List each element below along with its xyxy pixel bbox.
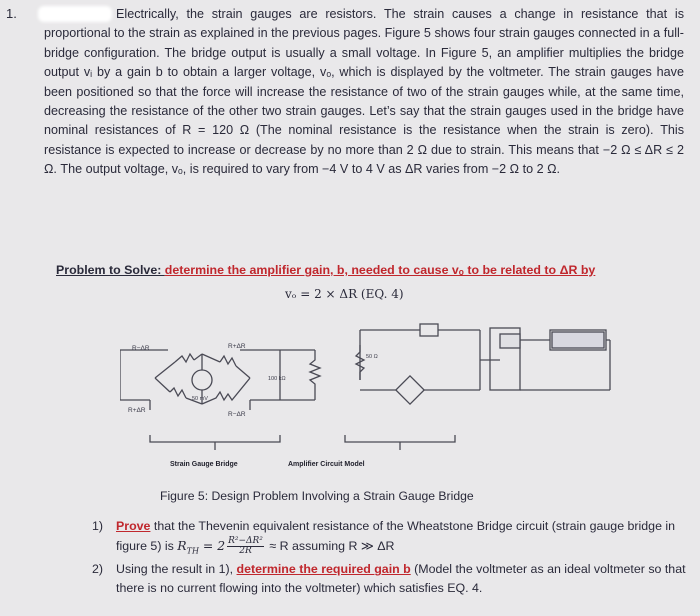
figure-5-circuit bbox=[120, 310, 620, 490]
prove-keyword: Prove bbox=[116, 519, 151, 533]
item-2-highlight: determine the required gain b bbox=[236, 562, 411, 577]
problem-statement bbox=[56, 263, 595, 277]
list-item bbox=[92, 560, 692, 598]
equation-4: vₒ = 2 × ΔR (EQ. 4) bbox=[285, 287, 404, 301]
figure-caption: Figure 5: Design Problem Involving a Strain Gauge Bridge bbox=[160, 489, 474, 503]
fraction-denominator: 2R bbox=[239, 546, 252, 557]
item-1-text: that the Thevenin equivalent resistance of the Wheatstone Bridge circuit (strain gauge bridge in figure 5) is bbox=[116, 519, 676, 553]
rth-subscript: TH bbox=[186, 546, 199, 556]
list-number: 1) bbox=[92, 519, 104, 533]
label-strain-gauge-bridge: Strain Gauge Bridge bbox=[170, 461, 238, 468]
task-list bbox=[92, 517, 692, 598]
label-source: 50 mV bbox=[192, 396, 208, 402]
label-50-ohm: 50 Ω bbox=[366, 354, 378, 360]
label-amplifier-circuit-model: Amplifier Circuit Model bbox=[288, 461, 365, 468]
item-2-text: Using the result in 1), bbox=[116, 562, 237, 577]
list-item bbox=[92, 517, 692, 560]
label-r-plus-dr-top: R+ΔR bbox=[228, 343, 246, 350]
item-number: 1. bbox=[6, 6, 17, 21]
rth-symbol: R bbox=[177, 538, 187, 553]
rth-fraction bbox=[227, 537, 264, 556]
fraction-numerator: R²−ΔR² bbox=[228, 536, 263, 547]
label-r-minus-dr-top: R−ΔR bbox=[132, 345, 150, 352]
list-number: 2) bbox=[92, 562, 104, 577]
label-r-minus-dr-bottom: R−ΔR bbox=[228, 411, 246, 418]
label-r-plus-dr-bottom: R+ΔR bbox=[128, 407, 146, 414]
item-2-rest: (Model the voltmeter as an ideal voltmeter so that there is no current flowing into the voltmeter) which satisfies EQ. 4. bbox=[116, 562, 686, 596]
item-1-assumption: ≈ R assuming R ≫ ΔR bbox=[265, 539, 395, 553]
rth-equals: = 2 bbox=[198, 538, 226, 553]
label-100k: 100 kΩ bbox=[268, 376, 286, 382]
problem-highlight: determine the amplifier gain, b, needed to cause vₒ to be related to ΔR by bbox=[164, 263, 596, 277]
problem-prefix: Problem to Solve: bbox=[56, 263, 165, 277]
intro-paragraph: Electrically, the strain gauges are resistors. The strain causes a change in resistance that is proportional to the strain as explained in the previous pages. Figure 5 shows four strain gauges connected in a full-bridge configuration. The bridge output is usually a small voltage. In Figure 5, an amplifier multiplies the bridge output vᵢ by a gain b to obtain a larger voltage, vₒ, which is displayed by the voltmeter. The strain gauges have been positioned so that the force will increase the resistance of two of the strain gauges while, at the same time, decreasing the resistance of the other two strain gauges. Let’s say that the strain gauges used in the bridge have nominal resistances of R = 120 Ω (The nominal resistance is the resistance when the strain is zero). This resistance is expected to increase or decrease by no more than 2 Ω due to strain. This means that −2 Ω ≤ ΔR ≤ 2 Ω. The output voltage, vₒ, is required to vary from −4 V to 4 V as ΔR varies from −2 Ω to 2 Ω. bbox=[44, 7, 684, 177]
